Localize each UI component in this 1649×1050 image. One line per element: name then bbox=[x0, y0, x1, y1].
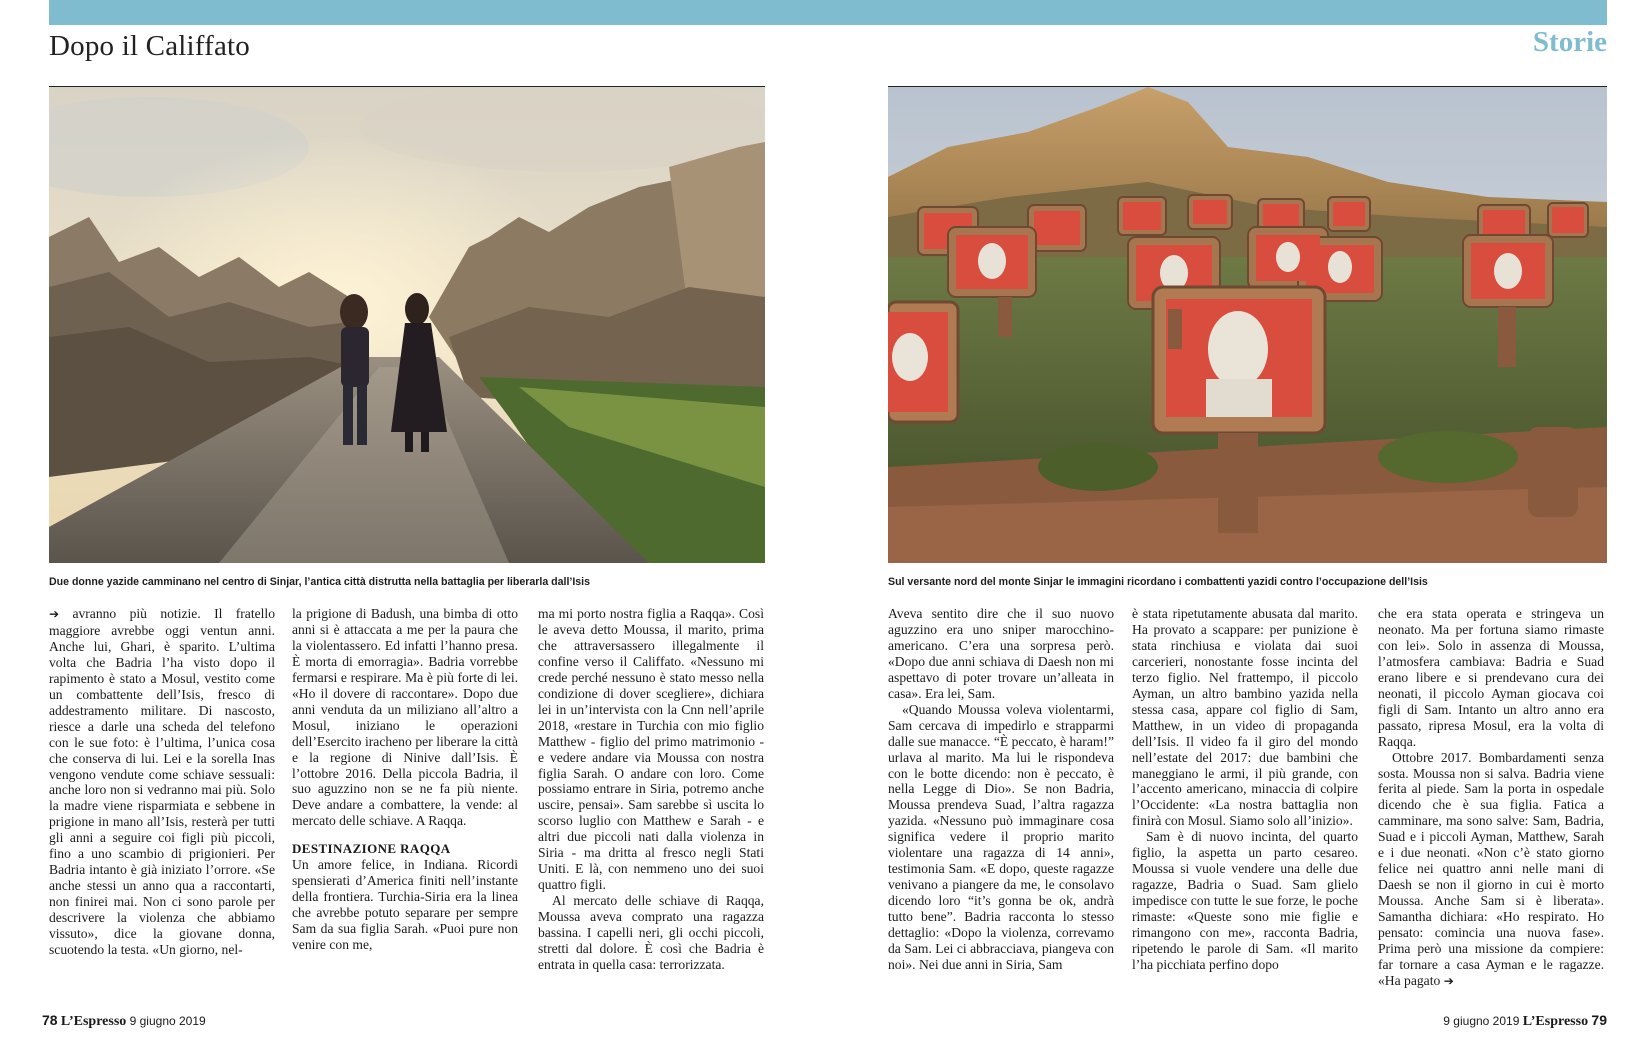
article-column-2 bbox=[292, 606, 518, 1002]
column-2-paragraph-1: la prigione di Badush, una bimba di otto anni si è attaccata a me per la paura che la violentassero. Ed infatti l’hanno presa. È morta di emorragia». Badria vorrebbe fermarsi e respirare. Ma è più forte di lei. «Ho il dovere di raccontare». Dopo due anni venduta da un miliziano all’altro a Mosul, iniziano le operazioni dell’Esercito iracheno per liberare la città e la regione di Ninive dall’Isis. È l’ottobre 2016. Della piccola Badria, il suo aguzzino non se ne fa più niente. Deve andare a combattere, la vende: al mercato delle schiave. A Raqqa. bbox=[292, 606, 518, 829]
article-column-4 bbox=[888, 606, 1114, 1002]
column-5-paragraph-1: è stata ripetutamente abusata dal marito. Ha provato a scappare: per punizione è stata rinchiusa e violata dai suoi carcerieri, nonostante fosse incinta del terzo figlio. Nel frattempo, il piccolo Ayman, un altro bambino yazida nella stessa casa, appare col figlio di Sam, Matthew, in un video di propaganda dell’Isis. Il video fa il giro del mondo nell’estate del 2017: due bambini che maneggiano le armi, il più grande, con l’accento americano, minaccia di colpire l’Occidente: «La nostra battaglia non finirà con Mosul. Siamo solo all’inizio». bbox=[1132, 606, 1358, 829]
column-2-paragraph-2: Un amore felice, in Indiana. Ricordi spensierati d’America finiti nell’instante della frontiera. Turchia-Siria era la linea che avrebbe potuto separare per sempre Sam da sua figlia Sarah. «Puoi pure non venire con me, bbox=[292, 857, 518, 953]
top-color-bar bbox=[49, 0, 1607, 25]
section-title: Dopo il Califfato bbox=[49, 30, 251, 62]
issue-date-left: 9 giugno 2019 bbox=[129, 1014, 206, 1028]
column-3-paragraph-1: ma mi porto nostra figlia a Raqqa». Così le aveva detto Moussa, il marito, prima che attraversassero illegalmente il confine verso il Califfato. «Nessuno mi crede perché nessuno è stato messo nella condizione di dover scegliere», dichiara lei in un’intervista con la Cnn nell’aprile 2018, «restare in Turchia con mio figlio Matthew - figlio del primo matrimonio - e vedere andare via Moussa con nostra figlia Sarah. O andare con loro. Come possiamo entrare in Siria, potremo anche uscire, pensai». Sam sarebbe sì uscita lo scorso luglio con Matthew e Sarah - e altri due piccoli nati dalla violenza in Siria - ma dritta al fresco negli Stati Uniti. E là, con nemmeno uno dei suoi quattro figli. bbox=[538, 606, 764, 893]
article-column-1 bbox=[49, 606, 275, 1002]
continuation-arrow-icon: ➔ bbox=[49, 607, 60, 621]
column-6-paragraph-2: Ottobre 2017. Bombardamenti senza sosta. Moussa non si salva. Badria viene ferita al piede. Sam la porta in ospedale dicendo che è sua figlia. Fatica a camminare, ma sono salve: Sam, Badria, Suad e i piccoli Ayman, Matthew, Sarah e i due neonati. «Non c’è stato giorno felice nei quattro anni nelle mani di Daesh se non il giorno in cui è morto Moussa. Anche Sam si è liberata». Samantha dichiara: «Ho respirato. Ho pensato: comincia una nuova fase». Prima però una missione da compiere: far tornare a casa Ayman e le ragazze. «Ha pagato bbox=[1378, 749, 1604, 988]
masthead-right: L’Espresso bbox=[1522, 1014, 1589, 1029]
section-label: Storie bbox=[1532, 26, 1607, 58]
column-4-paragraph-1: Aveva sentito dire che il suo nuovo aguzzino era uno sniper marocchino-americano. C’era una sorpresa però. «Dopo due anni schiava di Daesh non mi aspettavo di poter trovare un’alleata in casa». Era lei, Sam. bbox=[888, 606, 1114, 701]
photo-sinjar-memorial bbox=[888, 87, 1607, 563]
photo-sinjar-memorial-art bbox=[888, 87, 1607, 563]
article-column-6 bbox=[1378, 606, 1604, 1002]
page-number-left: 78 bbox=[42, 1012, 58, 1028]
subhead-destinazione-raqqa: DESTINAZIONE RAQQA bbox=[292, 841, 451, 857]
article-column-5 bbox=[1132, 606, 1358, 1002]
folio-left bbox=[42, 1012, 206, 1030]
page-number-right: 79 bbox=[1591, 1012, 1607, 1028]
issue-date-right: 9 giugno 2019 bbox=[1443, 1014, 1520, 1028]
column-5-paragraph-2: Sam è di nuovo incinta, del quarto figlio, la aspetta un parto cesareo. Moussa si vuole vendere una delle due ragazze, Badria o Suad. Sam glielo impedisce con tutte le sue forze, le poche rimaste: «Queste sono mie figlie e rimangono con me», racconta Badria, ripetendo le parole di Sam. «Il marito l’ha picchiata perfino dopo bbox=[1132, 829, 1358, 972]
column-6-paragraph-1: che era stata operata e stringeva un neonato. Ma per fortuna siamo rimaste con lei». Solo in assenza di Moussa, l’atmosfera cambiava: Badria e Suad erano libere e si prendevano cura dei neonati, il piccolo Ayman giocava coi figli di Sam. Intanto un altro anno era passato, ripresa Mosul, era la volta di Raqqa. bbox=[1378, 606, 1604, 749]
photo-sinjar-ruins-art bbox=[49, 87, 765, 563]
column-3-paragraph-2: Al mercato delle schiave di Raqqa, Moussa aveva comprato una ragazza bassina. I capelli neri, gli occhi piccoli, stretti dal dolore. È così che Badria è entrata in quella casa: terrorizzata. bbox=[538, 893, 764, 972]
continues-arrow-icon: ➔ bbox=[1443, 973, 1454, 988]
article-column-3 bbox=[538, 606, 764, 1002]
folio-right bbox=[1443, 1012, 1607, 1030]
photo-caption-left: Due donne yazide camminano nel centro di Sinjar, l’antica città distrutta nella battaglia per liberarla dall’Isis bbox=[49, 576, 591, 588]
masthead-left: L’Espresso bbox=[60, 1014, 127, 1029]
column-1-paragraph-1: avranno più notizie. Il fratello maggiore avrebbe oggi ventun anni. Anche lui, Ghari, è sparito. L’ultima volta che Badria l’ha visto dopo il rapimento è stato a Mosul, vestito come un combattente dell’Isis, fresco di addestramento militare. Di nascosto, riesce a darle una scheda del telefono con le sue foto: è l’ultima, l’unica cosa che conserva di lui. Lei e la sorella Inas vengono vendute come schiave sessuali: anche loro non si vedranno mai più. Solo la madre viene risparmiata e sebbene in prigione in mano all’Isis, resterà per tutti gli anni a seguire coi figli più piccoli, fino a uno scambio di prigionieri. Per Badria intanto è già iniziato l’orrore. «Se anche stessi un anno qua a raccontarti, non finirei mai. Non ci sono parole per descrivere la violenza che abbiamo vissuto», dice la giovane donna, scuotendo la testa. «Un giorno, nel- bbox=[49, 606, 275, 958]
column-4-paragraph-2: «Quando Moussa voleva violentarmi, Sam cercava di impedirlo e strapparmi dalle sue manacce. “È peccato, è haram!” urlava al marito. Ma lui le rispondeva con le botte dicendo: non è peccato, è nella Legge di Dio». Se non Badria, Moussa prendeva Suad, l’altra ragazza yazida. «Nessuno può immaginare cosa significa vedere il proprio marito violentare una ragazza di 14 anni», testimonia Sam. «E dopo, queste ragazze venivano a piangere da me, le consolavo dicendo loro “it’s gonna be ok, andrà tutto bene”. Badria racconta lo stesso dettaglio: «Dopo la violenza, correvamo da Sam. Lei ci abbracciava, piangeva con noi». Nei due anni in Siria, Sam bbox=[888, 701, 1114, 972]
photo-caption-right: Sul versante nord del monte Sinjar le immagini ricordano i combattenti yazidi contro l’occupazione dell’Isis bbox=[888, 576, 1428, 588]
photo-sinjar-ruins bbox=[49, 87, 765, 563]
